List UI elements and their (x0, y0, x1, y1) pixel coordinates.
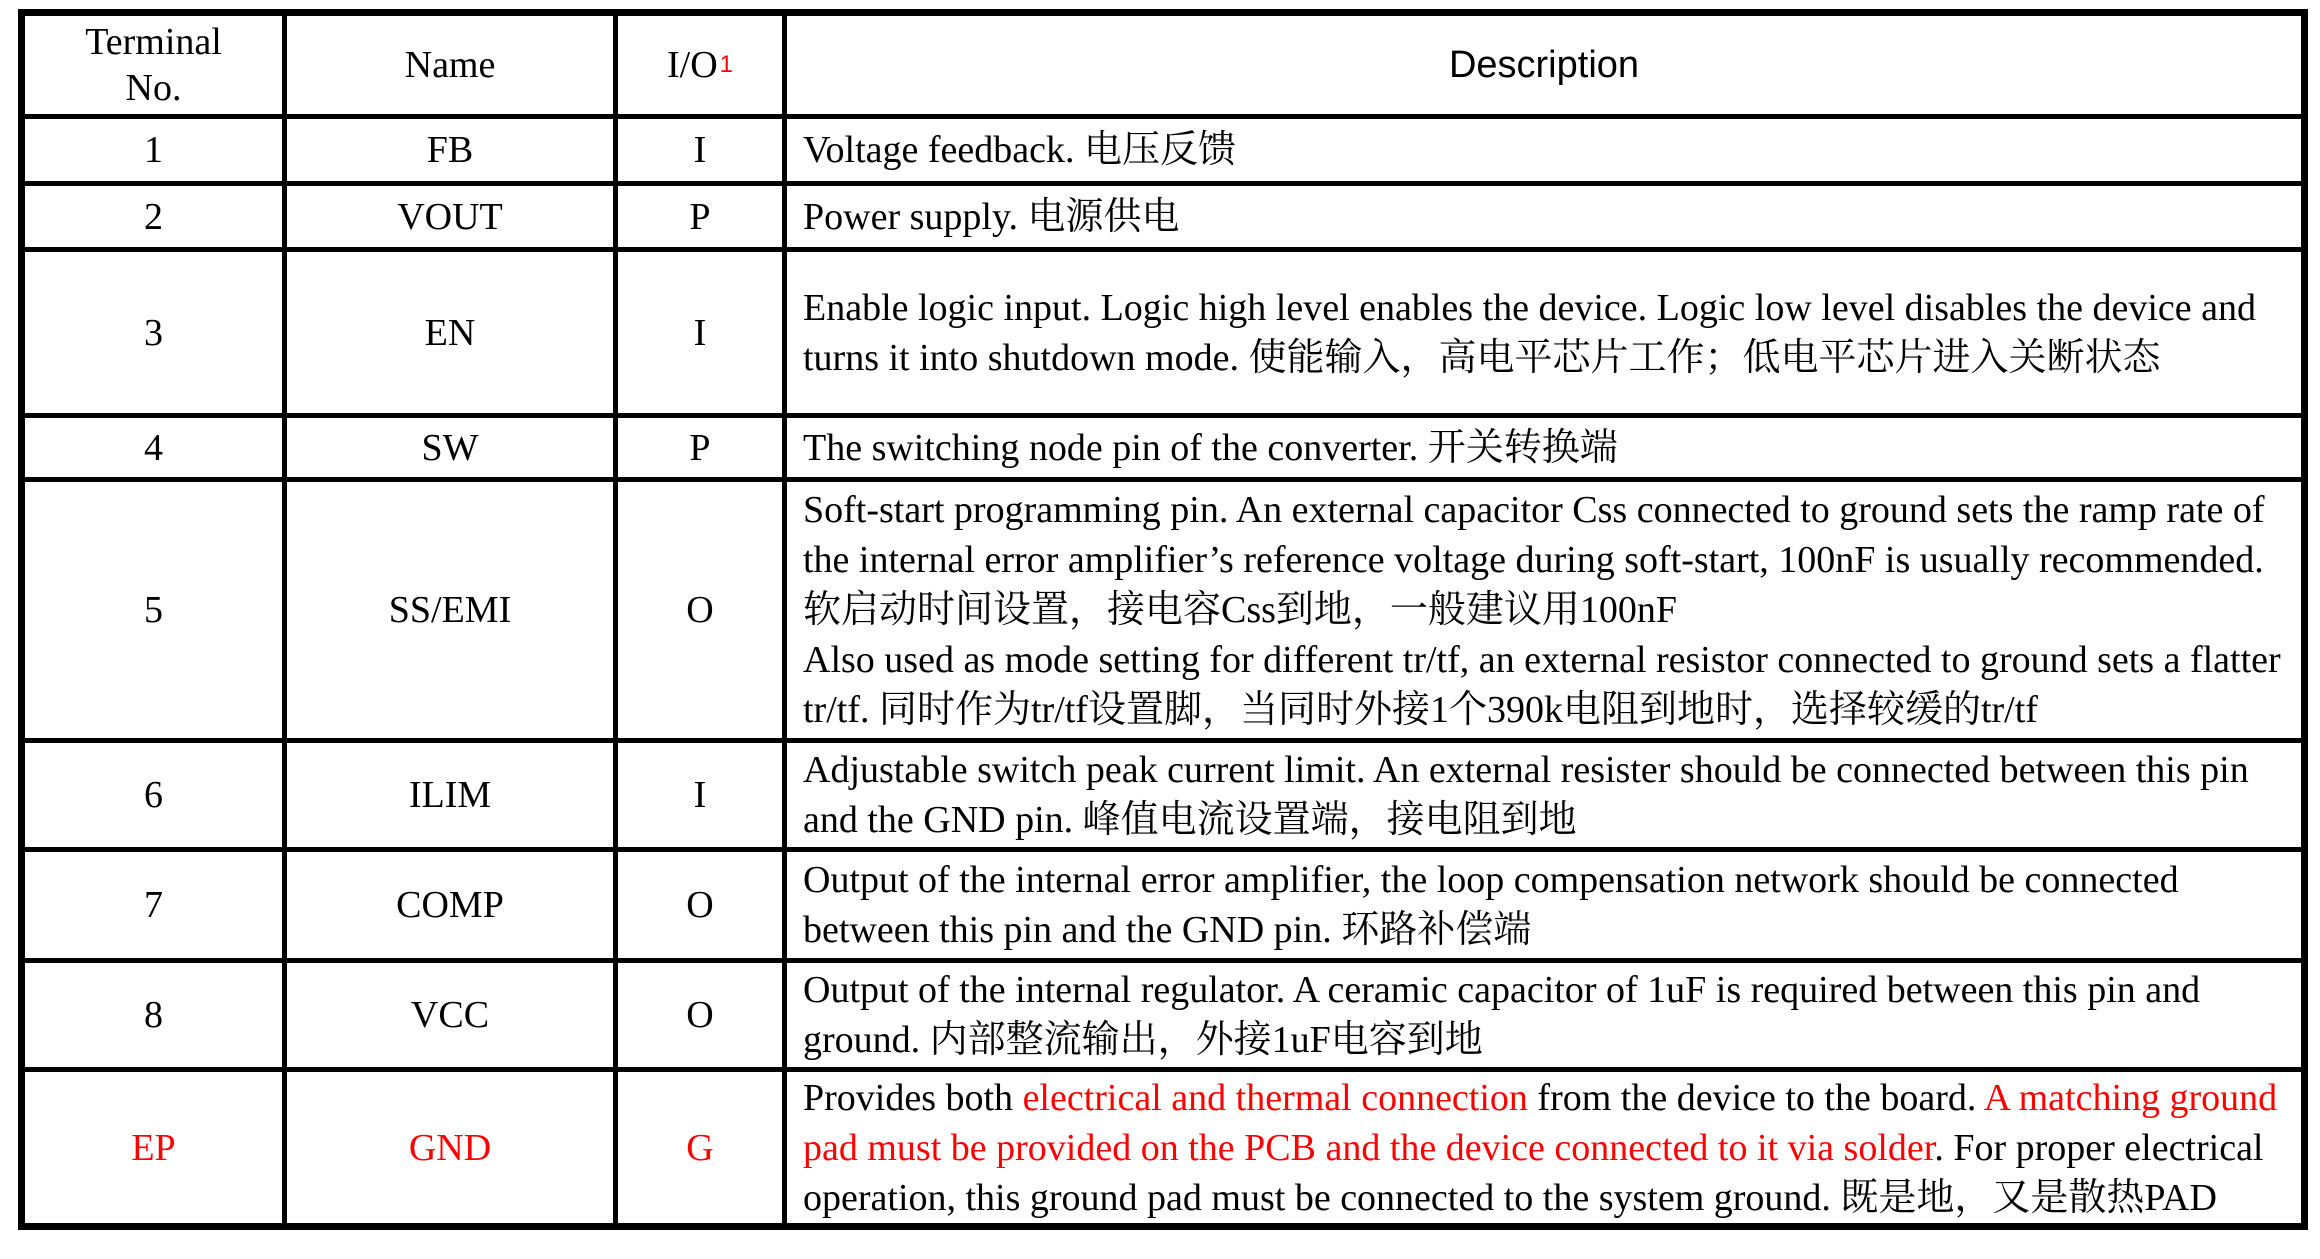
row-4-name: SW (287, 418, 613, 477)
row-ep-description (787, 1072, 2301, 1223)
row-ep-desc-part-4-highlight: A matching ground pad must be provided on the PCB and the device connected to it via solder (803, 1076, 2278, 1169)
row-5-description-para-2: Also used as mode setting for different tr/tf, an external resistor connected to ground sets a flatter tr/tf. 同时作为tr/tf设置脚，当同时外接1个390k电阻到地时，选择较缓的tr/tf (803, 639, 2281, 731)
row-2-name: VOUT (287, 186, 613, 247)
row-8-name: VCC (287, 963, 613, 1067)
row-2-no: 2 (25, 186, 282, 247)
row-1-description-text: Voltage feedback. 电压反馈 (803, 129, 1237, 171)
row-6-description (787, 743, 2301, 847)
row-8-description (787, 963, 2301, 1067)
header-description: Description (787, 16, 2301, 114)
row-5-description-text (803, 485, 2289, 735)
row-1-no: 1 (25, 119, 282, 181)
header-terminal-line2: No. (125, 67, 182, 109)
row-6-no: 6 (25, 743, 282, 847)
pin-description-table (18, 9, 2308, 1230)
row-ep-description-text (803, 1073, 2289, 1223)
header-terminal-no (25, 16, 282, 114)
row-3-name: EN (287, 252, 613, 413)
row-ep-desc-part-3: from the device to the board. (1527, 1076, 1984, 1119)
row-ep-desc-part-2-highlight: electrical and thermal connection (1022, 1076, 1528, 1119)
row-2-description (787, 186, 2301, 247)
row-5-io: O (618, 482, 782, 738)
row-6-name: ILIM (287, 743, 613, 847)
row-5-description-para-1: Soft-start programming pin. An external capacitor Css connected to ground sets the ramp rate of the internal error amplifier’s reference voltage during soft-start, 100nF is usually recommended. 软启动时间设置，接电容Css到地，一般建议用100nF (803, 489, 2265, 631)
row-8-no: 8 (25, 963, 282, 1067)
row-ep-name: GND (287, 1072, 613, 1223)
row-1-description (787, 119, 2301, 181)
row-7-description-text: Output of the internal error amplifier, the loop compensation network should be connected between this pin and the GND pin. 环路补偿端 (803, 859, 2179, 951)
row-8-io: O (618, 963, 782, 1067)
row-6-io: I (618, 743, 782, 847)
row-4-no: 4 (25, 418, 282, 477)
row-3-no: 3 (25, 252, 282, 413)
row-4-description-text: The switching node pin of the converter. 开关转换端 (803, 426, 1618, 469)
header-io (618, 16, 782, 114)
row-7-description (787, 852, 2301, 958)
row-ep-no: EP (25, 1072, 282, 1223)
row-3-description (787, 252, 2301, 413)
row-4-description (787, 418, 2301, 477)
header-io-label: I/O (666, 44, 718, 86)
row-2-io: P (618, 186, 782, 247)
row-5-no: 5 (25, 482, 282, 738)
row-7-no: 7 (25, 852, 282, 958)
row-2-description-text: Power supply. 电源供电 (803, 195, 1180, 238)
row-ep-io: G (618, 1072, 782, 1223)
row-ep-desc-part-1: Provides both (803, 1076, 1023, 1119)
row-5-description (787, 482, 2301, 738)
header-name: Name (287, 16, 613, 114)
row-3-description-text: Enable logic input. Logic high level enables the device. Logic low level disables the device and turns it into shutdown mode. 使能输入，高电平芯片工作；低电平芯片进入关断状态 (803, 286, 2257, 379)
row-1-name: FB (287, 119, 613, 181)
row-3-io: I (618, 252, 782, 413)
row-4-io: P (618, 418, 782, 477)
header-terminal-line1: Terminal (85, 21, 222, 63)
row-7-name: COMP (287, 852, 613, 958)
row-6-description-text: Adjustable switch peak current limit. An external resister should be connected between this pin and the GND pin. 峰值电流设置端，接电阻到地 (803, 749, 2249, 841)
header-io-footnote: 1 (719, 51, 733, 78)
row-7-io: O (618, 852, 782, 958)
row-1-io: I (618, 119, 782, 181)
row-ep-desc-part-5: . For proper electrical operation, this ground pad must be connected to the system ground. 既是地，又是散热PAD (803, 1126, 2264, 1219)
row-8-description-text: Output of the internal regulator. A ceramic capacitor of 1uF is required between this pin and ground. 内部整流输出，外接1uF电容到地 (803, 969, 2201, 1061)
row-5-name: SS/EMI (287, 482, 613, 738)
